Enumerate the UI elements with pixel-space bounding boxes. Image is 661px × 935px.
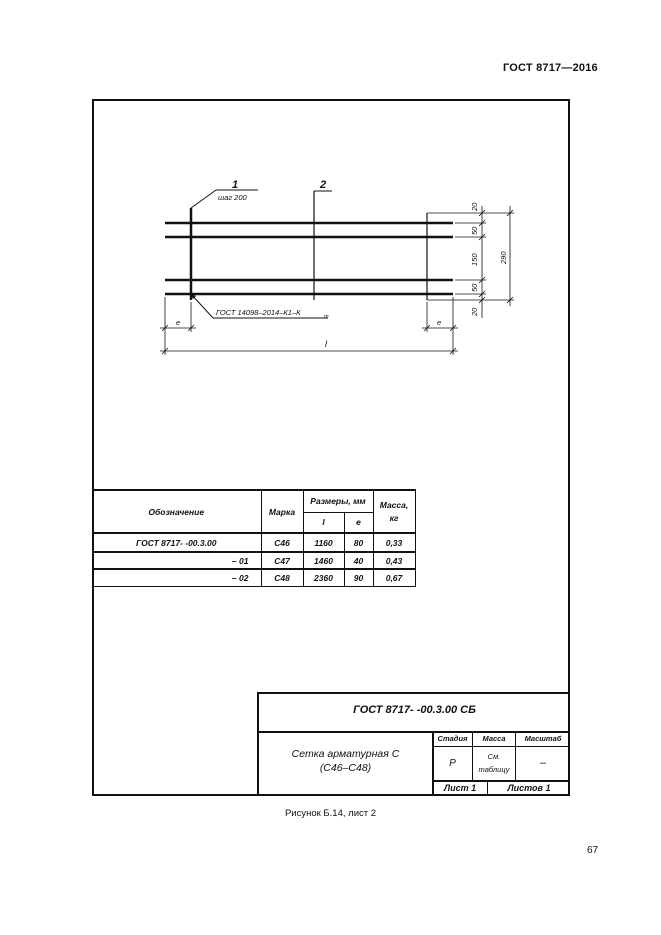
row-e: 80 [344,533,373,552]
row-mass: 0,67 [373,569,415,586]
row-e: 90 [344,569,373,586]
col-l: l [303,512,344,533]
stage-label: Стадия [437,734,468,743]
right-dim-2: 50 [470,226,479,235]
col-designation: Обозначение [92,490,261,533]
table-row [92,533,415,552]
weld-note: ГОСТ 14098–2014–К1–К [216,308,301,317]
scale-value: – [539,757,547,769]
scale-label: Масштаб [524,734,562,743]
spec-table [92,489,416,587]
sheets-label: Листов 1 [507,783,551,793]
row-mark: С48 [261,569,303,586]
col-e: е [344,512,373,533]
right-dim-1: 20 [470,202,479,211]
doc-code: ГОСТ 8717- -00.3.00 СБ [353,704,476,716]
row-l: 1460 [303,552,344,569]
right-dim-5: 20 [470,307,479,316]
stage-value: Р [449,758,456,769]
callout-2-number: 2 [320,179,327,191]
figure-caption: Рисунок Б.14, лист 2 [284,808,377,819]
row-designation: – 02 [92,569,261,586]
pitch-note: шаг 200 [218,193,247,202]
dim-l: l [325,339,327,349]
weld-note-sub: т [324,314,329,320]
row-e: 40 [344,552,373,569]
table-row [92,569,415,586]
callout-1-number: 1 [232,179,239,191]
right-dim-3: 150 [470,253,479,266]
row-designation: ГОСТ 8717- -00.3.00 [92,533,261,552]
mass-value-1: См. [487,752,501,761]
overall-dim: 290 [499,251,508,264]
right-dim-4: 50 [470,283,479,292]
mass-label: Масса [482,734,506,743]
product-name-line1: Сетка арматурная С [291,748,400,760]
row-mark: С47 [261,552,303,569]
standard-header: ГОСТ 8717—2016 [503,62,598,74]
col-dimensions: Размеры, мм [303,490,373,512]
col-mass-label: Масса, [379,499,409,510]
sheet-label: Лист 1 [443,783,477,793]
mass-value-2: таблицу [478,765,510,774]
cross-bars [191,191,427,300]
row-l: 1160 [303,533,344,552]
dim-e-right: е [437,318,442,327]
table-row [92,552,415,569]
dim-e-left: е [176,318,181,327]
dimension-lines [160,297,458,355]
row-mass: 0,43 [373,552,415,569]
row-mark: С46 [261,533,303,552]
col-mass [373,490,415,533]
row-mass: 0,33 [373,533,415,552]
col-mark: Марка [261,490,303,533]
page-number: 67 [587,845,599,856]
product-name-line2: (С46–С48) [319,762,372,774]
col-mass-unit: кг [389,512,399,523]
longitudinal-bars [165,223,453,294]
row-designation: – 01 [92,552,261,569]
row-l: 2360 [303,569,344,586]
